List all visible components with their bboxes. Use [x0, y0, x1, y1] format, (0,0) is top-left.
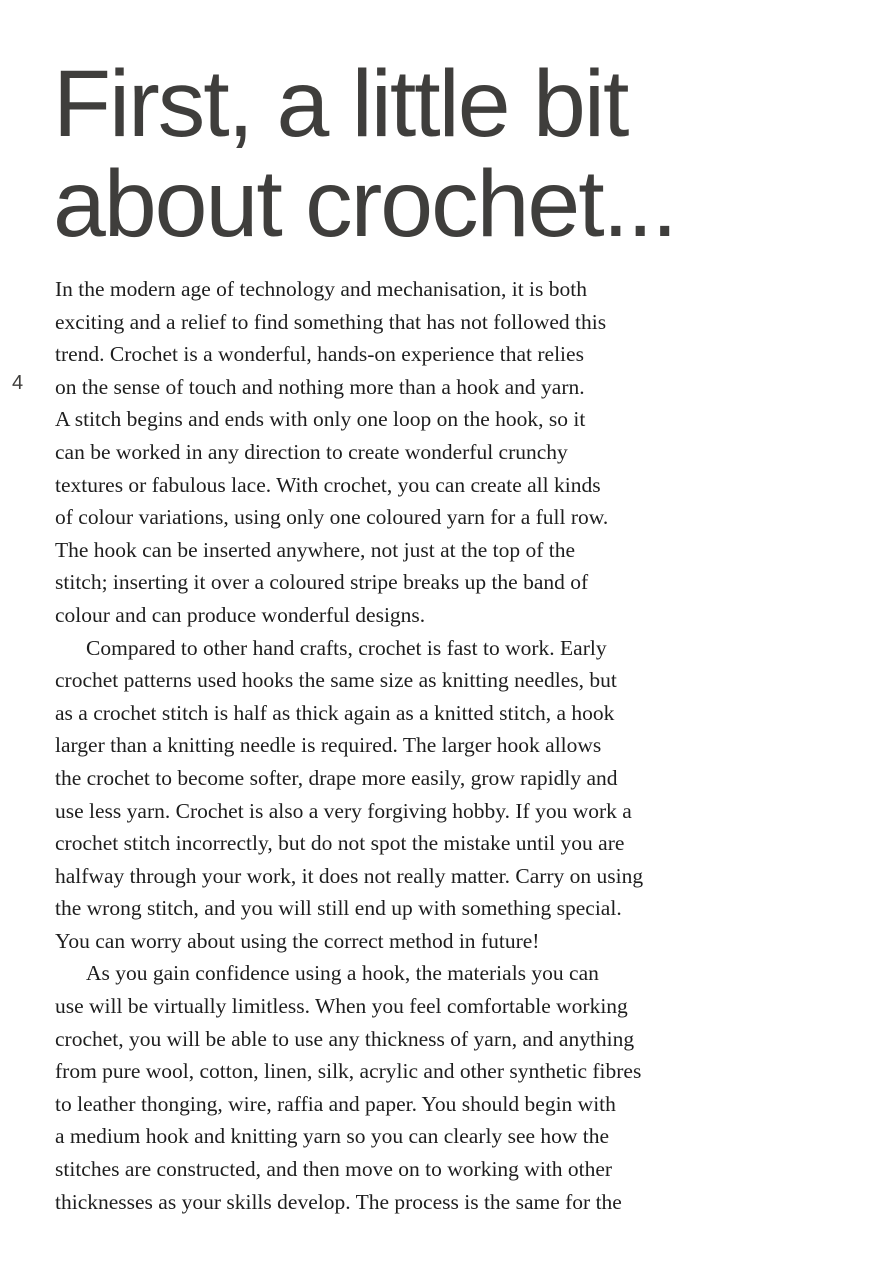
text-line: on the sense of touch and nothing more than a hook and yarn. — [55, 374, 585, 399]
chapter-title-line: about crochet... — [53, 151, 676, 257]
chapter-title-line: First, a little bit — [53, 51, 628, 157]
paragraph-1 — [55, 273, 715, 632]
text-line: use less yarn. Crochet is also a very forgiving hobby. If you work a — [55, 798, 632, 823]
text-line: Compared to other hand crafts, crochet is fast to work. Early — [86, 635, 607, 660]
text-line: stitches are constructed, and then move on to working with other — [55, 1157, 613, 1182]
text-line: The hook can be inserted anywhere, not just at the top of the — [55, 537, 576, 562]
text-line: As you gain confidence using a hook, the materials you can — [86, 961, 599, 986]
text-line: colour and can produce wonderful designs. — [55, 602, 426, 627]
text-line: as a crochet stitch is half as thick again as a knitted stitch, a hook — [55, 700, 615, 725]
text-line: to leather thonging, wire, raffia and paper. You should begin with — [55, 1091, 616, 1116]
text-line: from pure wool, cotton, linen, silk, acrylic and other synthetic fibres — [55, 1059, 642, 1084]
text-line: crochet, you will be able to use any thickness of yarn, and anything — [55, 1026, 635, 1051]
text-line: thicknesses as your skills develop. The process is the same for the — [55, 1189, 622, 1214]
text-line: In the modern age of technology and mechanisation, it is both — [55, 277, 587, 301]
text-line: the crochet to become softer, drape more easily, grow rapidly and — [55, 765, 618, 790]
text-line: textures or fabulous lace. With crochet, you can create all kinds — [55, 472, 601, 497]
body-text — [55, 273, 715, 1218]
text-line: crochet patterns used hooks the same size as knitting needles, but — [55, 668, 617, 693]
text-line: crochet stitch incorrectly, but do not spot the mistake until you are — [55, 831, 625, 856]
text-line: exciting and a relief to find something that has not followed this — [55, 309, 607, 334]
text-line: A stitch begins and ends with only one loop on the hook, so it — [55, 407, 586, 432]
paragraph-3 — [55, 957, 715, 1218]
text-line: larger than a knitting needle is required. The larger hook allows — [55, 733, 602, 758]
text-line: stitch; inserting it over a coloured stripe breaks up the band of — [55, 570, 589, 595]
text-line: halfway through your work, it does not really matter. Carry on using — [55, 863, 644, 888]
text-line: the wrong stitch, and you will still end up with something special. — [55, 896, 622, 921]
text-line: trend. Crochet is a wonderful, hands-on experience that relies — [55, 342, 584, 367]
page-number: 4 — [12, 372, 24, 394]
paragraph-2 — [55, 632, 715, 958]
text-line: of colour variations, using only one coloured yarn for a full row. — [55, 505, 609, 530]
text-line: You can worry about using the correct method in future! — [55, 928, 540, 953]
text-line: a medium hook and knitting yarn so you can clearly see how the — [55, 1124, 610, 1149]
chapter-title — [53, 51, 873, 257]
text-line: can be worked in any direction to create wonderful crunchy — [55, 439, 568, 464]
text-line: use will be virtually limitless. When you feel comfortable working — [55, 994, 628, 1019]
